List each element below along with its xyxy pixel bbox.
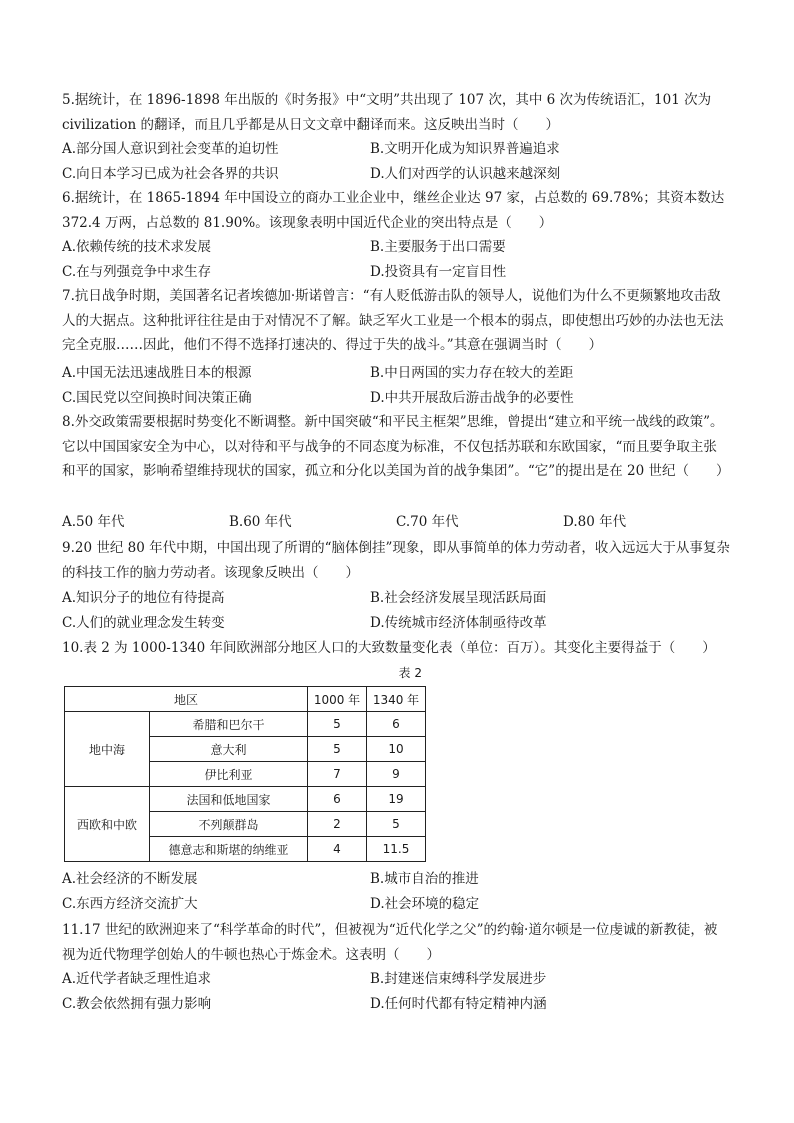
value-1340: 5	[367, 812, 426, 837]
region-cell: 法国和低地国家	[150, 787, 308, 812]
q8-option-a: A.50 年代	[62, 514, 125, 530]
header-1000: 1000 年	[308, 687, 367, 712]
question-8-options	[62, 510, 730, 535]
q11-option-a: A.近代学者缺乏理性追求	[62, 971, 212, 987]
question-8-stem: 8.外交政策需要根据时势变化不断调整。新中国突破“和平民主框架”思维，曾提出“建立和平统一战线的政策”。它以中国国家安全为中心，以对待和平与战争的不同态度为标准，不仅包括苏联和东欧国家，“而且要争取主张和平的国家，影响希望维持现状的国家，孤立和分化以美国为首的战争集团”。“它”的提出是在 20 世纪（ ）	[62, 414, 730, 479]
group-west-central-europe: 西欧和中欧	[65, 787, 150, 862]
group-mediterranean: 地中海	[65, 712, 150, 787]
question-6-stem: 6.据统计，在 1865-1894 年中国设立的商办工业企业中，继丝企业达 97 家，占总数的 69.78%；其资本数达 372.4 万两，占总数的 81.90%。该现象表明中国近代企业的突出特点是（ ）	[62, 190, 725, 231]
value-1340: 6	[367, 712, 426, 737]
q11-option-c: C.教会依然拥有强力影响	[62, 995, 212, 1012]
q6-option-b: B.主要服务于出口需要	[370, 239, 506, 255]
q6-option-a: A.依赖传统的技术求发展	[62, 239, 212, 255]
table-row	[65, 787, 426, 812]
question-7-options	[62, 361, 730, 410]
q11-option-d: D.任何时代都有特定精神内涵	[370, 995, 547, 1012]
value-1340: 9	[367, 762, 426, 787]
question-6-options	[62, 235, 730, 284]
table-row	[65, 712, 426, 737]
region-cell: 不列颠群岛	[150, 812, 308, 837]
q5-option-c: C.向日本学习已成为社会各界的共识	[62, 165, 279, 182]
q10-option-d: D.社会环境的稳定	[370, 895, 480, 912]
q10-option-b: B.城市自治的推进	[370, 871, 479, 887]
q5-option-d: D.人们对西学的认识越来越深刻	[370, 165, 561, 182]
header-1340: 1340 年	[367, 687, 426, 712]
q6-option-c: C.在与列强竞争中求生存	[62, 263, 212, 280]
q11-option-b: B.封建迷信束缚科学发展进步	[370, 971, 547, 987]
q7-option-d: D.中共开展敌后游击战争的必要性	[370, 389, 574, 406]
value-1000: 2	[308, 812, 367, 837]
value-1000: 7	[308, 762, 367, 787]
header-region: 地区	[65, 687, 308, 712]
q7-option-b: B.中日两国的实力存在较大的差距	[370, 365, 574, 381]
table-header-row	[65, 687, 426, 712]
value-1000: 5	[308, 712, 367, 737]
question-11-stem: 11.17 世纪的欧洲迎来了“科学革命的时代”，但被视为“近代化学之父”的约翰·道尔顿是一位虔诚的新教徒，被视为近代物理学创始人的牛顿也热心于炼金术。这表明（ ）	[62, 922, 718, 963]
q10-option-a: A.社会经济的不断发展	[62, 871, 198, 887]
q8-option-c: C.70 年代	[396, 514, 459, 530]
q7-option-c: C.国民党以空间换时间决策正确	[62, 389, 252, 406]
value-1340: 10	[367, 737, 426, 762]
q9-option-c: C.人们的就业理念发生转变	[62, 614, 225, 631]
question-9-stem: 9.20 世纪 80 年代中期，中国出现了所谓的“脑体倒挂”现象，即从事简单的体力劳动者，收入远远大于从事复杂的科技工作的脑力劳动者。该现象反映出（ ）	[62, 540, 730, 581]
q9-option-d: D.传统城市经济体制亟待改革	[370, 614, 547, 631]
question-9-options	[62, 586, 730, 635]
q8-option-b: B.60 年代	[229, 514, 292, 530]
region-cell: 意大利	[150, 737, 308, 762]
value-1340: 19	[367, 787, 426, 812]
question-7-stem: 7.抗日战争时期，美国著名记者埃德加·斯诺曾言：“有人贬低游击队的领导人，说他们为什么不更频繁地攻击敌人的大据点。这种批评往往是由于对情况不了解。缺乏军火工业是一个根本的弱点，即使想出巧妙的办法也无法完全克服……因此，他们不得不选择打速决的、得过于失的战斗。”其意在强调当时（ ）	[62, 288, 724, 353]
question-5-options	[62, 137, 730, 186]
question-10-options	[62, 867, 730, 916]
q8-option-d: D.80 年代	[563, 514, 627, 530]
q10-option-c: C.东西方经济交流扩大	[62, 895, 198, 912]
value-1340: 11.5	[367, 837, 426, 862]
q5-option-b: B.文明开化成为知识界普遍追求	[370, 141, 560, 157]
question-10-stem: 10.表 2 为 1000-1340 年间欧洲部分地区人口的大致数量变化表（单位：百万）。其变化主要得益于（ ）	[62, 640, 716, 656]
q9-option-b: B.社会经济发展呈现活跃局面	[370, 590, 547, 606]
q6-option-d: D.投资具有一定盲目性	[370, 263, 507, 280]
population-table	[64, 686, 426, 862]
value-1000: 6	[308, 787, 367, 812]
q9-option-a: A.知识分子的地位有待提高	[62, 590, 225, 606]
value-1000: 4	[308, 837, 367, 862]
region-cell: 希腊和巴尔干	[150, 712, 308, 737]
value-1000: 5	[308, 737, 367, 762]
region-cell: 德意志和斯堪的纳维亚	[150, 837, 308, 862]
question-11-options	[62, 967, 730, 1016]
question-5-stem: 5.据统计，在 1896-1898 年出版的《时务报》中“文明”共出现了 107 次，其中 6 次为传统语汇，101 次为 civilization 的翻译，而且几乎都是从日文文章中翻译而来。这反映出当时（ ）	[62, 92, 712, 133]
table-caption: 表 2	[398, 666, 422, 680]
region-cell: 伊比利亚	[150, 762, 308, 787]
q5-option-a: A.部分国人意识到社会变革的迫切性	[62, 141, 279, 157]
q7-option-a: A.中国无法迅速战胜日本的根源	[62, 365, 252, 381]
